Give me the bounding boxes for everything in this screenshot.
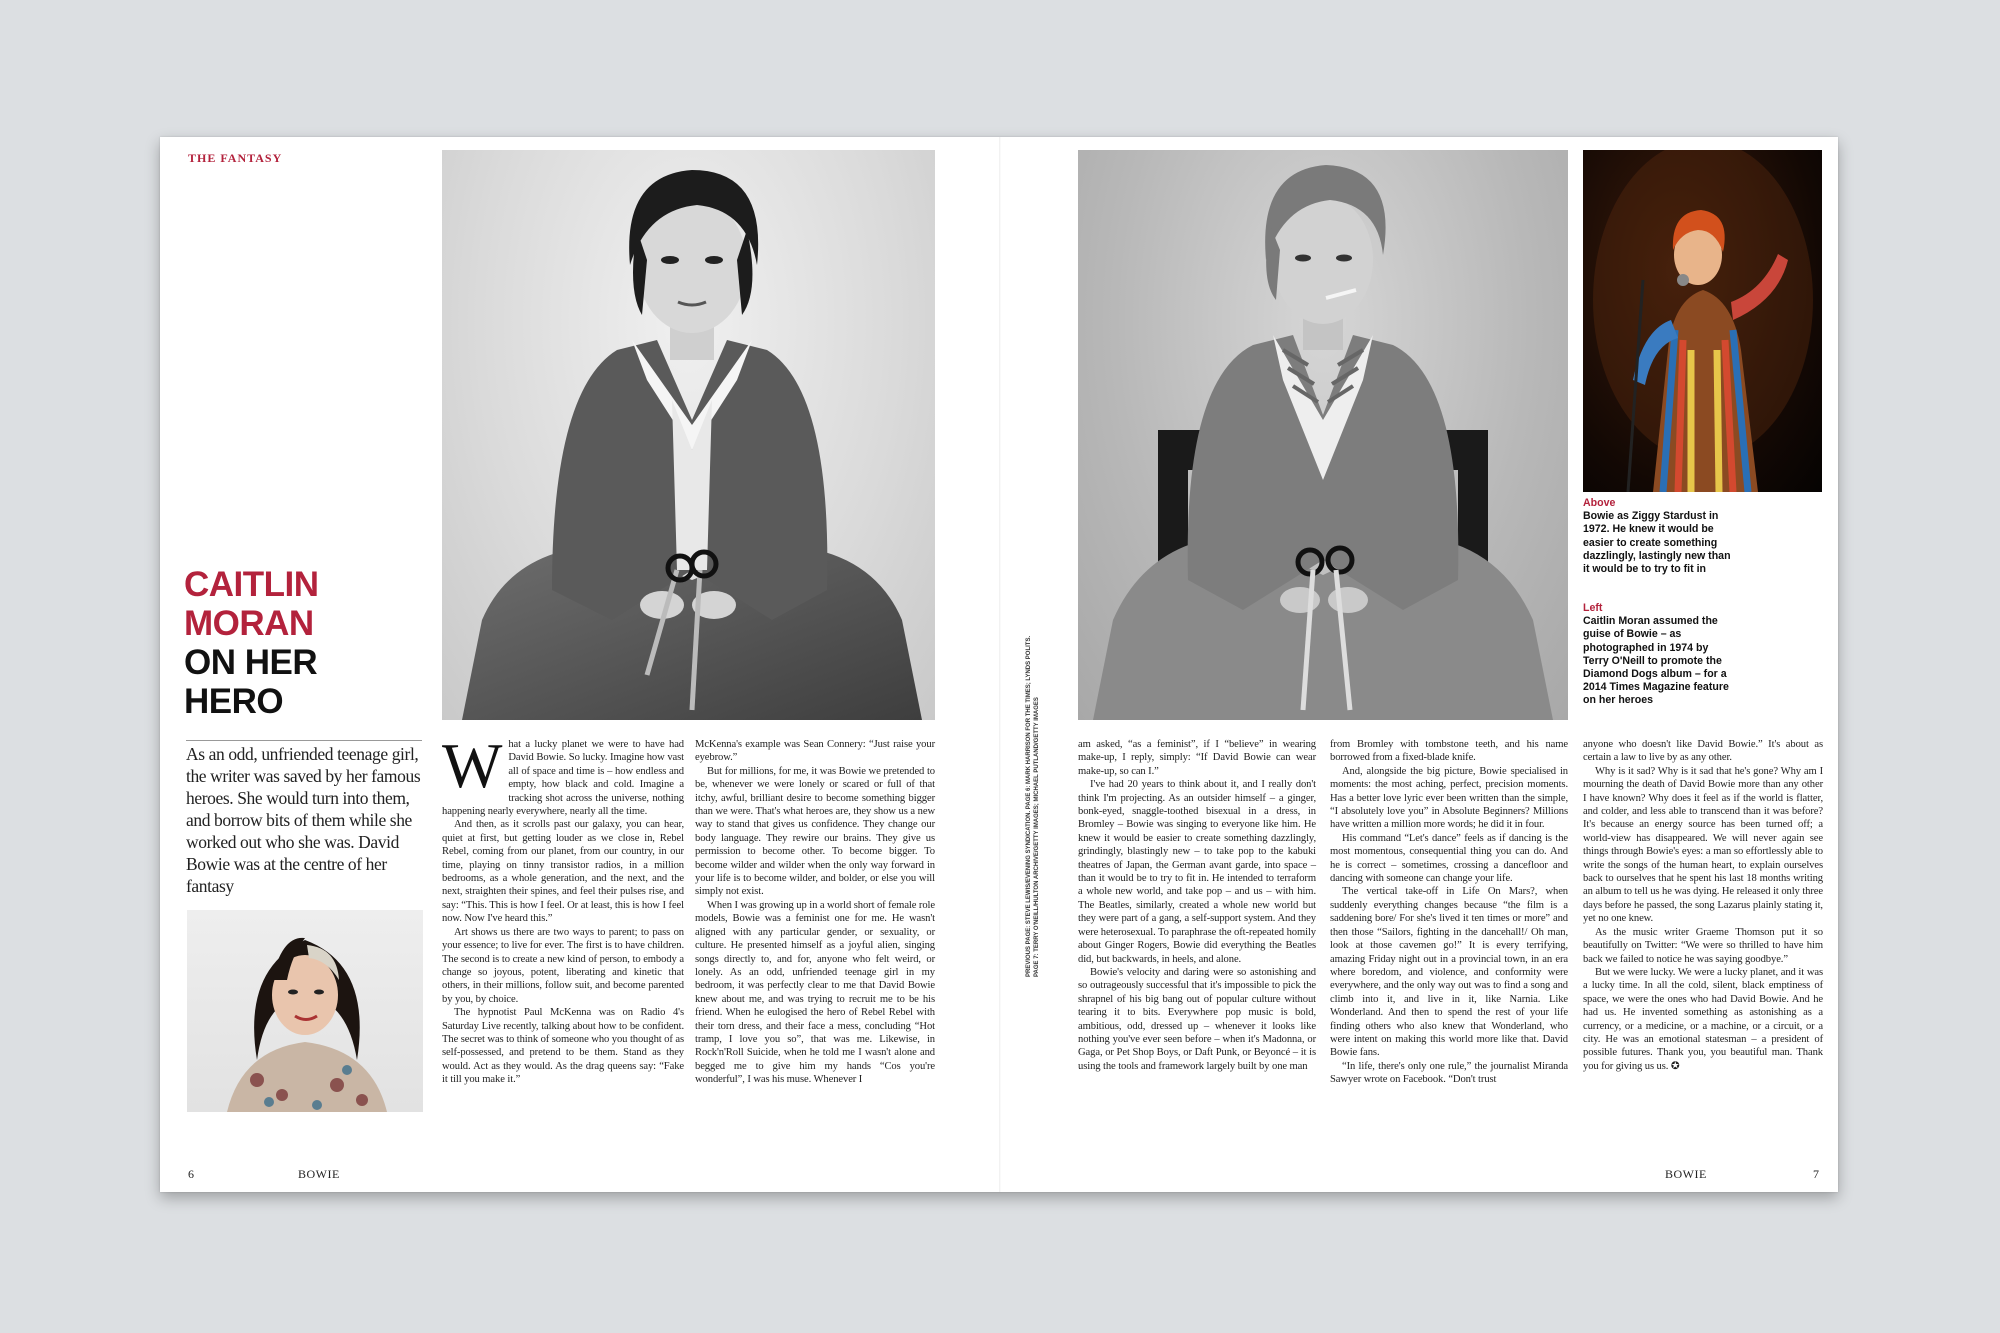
david-bowie-figure (1078, 150, 1568, 720)
paragraph: But for millions, for me, it was Bowie we pretended to be, whenever we were lonely or scared or full of that itchy, awful, brilliant desire to become something bigger than we were. That's what heroes are, they show us a new way to stand that gives us confidence. They change our body language. They rewire our brains. They give us permission to become other. To become bigger. To become wilder and wilder when the only way forward in your life is to become wilder, and bolder, or else you will simply not exist. (695, 765, 935, 898)
headline-line-4: HERO (184, 682, 284, 721)
caitlin-portrait-photo (187, 910, 423, 1112)
paragraph: from Bromley with tombstone teeth, and his name borrowed from a fixed-blade knife. (1330, 739, 1568, 764)
paragraph: And then, as it scrolls past our galaxy, you can hear, quiet at first, but getting louder as we close in, Rebel Rebel, coming from our planet, from our country, in our time, playing on tinny transistor radios, in a million bedrooms, as a whole generation, and the next, and the next, straighten their spines, and feel their pulses rise, and say: “This. This is how I feel. Or at least, this is how I feel now. Now I've heard this.” (442, 819, 684, 925)
caption-above-label: Above (1583, 497, 1616, 509)
ziggy-stardust-figure (1583, 150, 1822, 492)
standfirst-rule (186, 740, 422, 741)
caption-above (1583, 497, 1731, 576)
right-page-number: 7 (1813, 1167, 1819, 1181)
body-column-1 (442, 730, 684, 1087)
paragraph: Bowie's velocity and daring were so astonishing and so outrageously successful that it's impossible to pick the shrapnel of his big bang out of popular culture without tearing it to bits. Everywhere pop music is bold, ambitious, odd, dressed up – whenever it looks like nothing you've ever seen before – when it's Madonna, or Gaga, or Pet Shop Boys, or Daft Punk, or Beyoncé – it is using the tools and framework largely built by one man (1078, 966, 1316, 1072)
body-column-4 (1330, 738, 1568, 1087)
photo-credit-line-1: PREVIOUS PAGE: STEVE LEWIS/EVENING SYNDICATION. PAGE 6: MARK HARRISON FOR THE TIMES; LYNDS POLITS. (1026, 635, 1032, 977)
section-label: THE FANTASY (188, 151, 283, 165)
ziggy-stardust-photo (1583, 150, 1822, 492)
left-page-number: 6 (188, 1167, 194, 1181)
caitlin-moran-photo (442, 150, 935, 720)
caitlin-moran-figure (442, 150, 935, 720)
headline (184, 565, 384, 721)
paragraph: And, alongside the big picture, Bowie specialised in moments: the most aching, perfect, precision moments. Has a better love lyric ever been written than the simple, “I absolutely love you” in Absolute Beginners? Millions have written a million more words; he did it in four. (1330, 765, 1568, 831)
headline-line-2: MORAN (184, 604, 314, 643)
body-column-5 (1583, 738, 1823, 1073)
right-running-head: BOWIE (1665, 1167, 1707, 1181)
paragraph: “In life, there's only one rule,” the journalist Miranda Sawyer wrote on Facebook. “Don't trust (1330, 1060, 1568, 1086)
paragraph: The vertical take-off in Life On Mars?, when suddenly everything changes because “the film is a saddening bore/ For she's lived it ten times or more” and then those “Sailors, fighting in the dancehall!/ Oh man, look at those cavemen go!” It is every terrifying, amazing Friday night out in a provincial town, in an era where boredom, and violence, and conformity were everywhere, and the only way out was to find a song and climb into it, and live in it, like Narnia. Like Wonderland. And then to spend the rest of your life finding others who also knew that Wonderland, who were intent on making this world more like that. David Bowie fans. (1330, 886, 1568, 1059)
paragraph: Why is it sad? Why is it sad that he's gone? Why am I mourning the death of David Bowie more than any other I have known? Why does it feel as if the world is flatter, and colder, and less able to transcend than it was before? It's because an energy source has been turned off; a world-view has disappeared. We will never again see things through Bowie's eyes: a man so effortlessly able to write the songs of the human heart, to explain ourselves back to ourselves that he spent his last 18 months writing an album to tell us he was dying. He released it only three days before he passed, the song Lazarus plainly stating it, yet no one knew. (1583, 765, 1823, 925)
body-column-3 (1078, 738, 1316, 1073)
paragraph: Art shows us there are two ways to parent; to pass on your essence; to live for ever. The first is to have children. The second is to create a new kind of person, to embody a change so joyous, potent, liberating and kinetic that others, in their millions, follow suit, and become parented by you, by choice. (442, 926, 684, 1005)
left-running-head: BOWIE (298, 1167, 340, 1181)
paragraph: The hypnotist Paul McKenna was on Radio 4's Saturday Live recently, talking about how to be confident. The secret was to think of someone who you thought of as self-possessed, and pretend to be them. Stand as they would. Act as they would. As the drag queens say: “Fake it till you make it.” (442, 1007, 684, 1086)
magazine-spread (160, 137, 1838, 1192)
paragraph: am asked, “as a feminist”, if I “believe” in wearing make-up, I reply, simply: “If David Bowie can wear make-up, so can I.” (1078, 739, 1316, 777)
david-bowie-photo (1078, 150, 1568, 720)
photo-credit-line-2: PAGE 7: TERRY O'NEILL/HULTON ARCHIVE/GETTY IMAGES; MICHAEL PUTLAND/GETTY IMAGES (1034, 697, 1040, 977)
caitlin-portrait-figure (187, 910, 423, 1112)
paragraph: I've had 20 years to think about it, and I really don't think I'm projecting. As an outsider himself – a ginger, bonk-eyed, snaggle-toothed bisexual in a dress, in Bromley – Bowie was singing to everyone like him. He knew it would be easier to create something dazzlingly, grindingly, blastingly new – to take pop to the kabuki theatres of Japan, the German avant garde, into space – than it would be to try to fit in. He intended to terraform a whole new world, and take pop – and us – with him. The Beatles, similarly, created a whole new world but they were part of a gang, a self-support system. And they were heterosexual. To paraphrase the oft-repeated homily about Ginger Rogers, Bowie did everything the Beatles did, but backwards, in heels, and alone. (1078, 779, 1316, 965)
drop-cap: W (442, 730, 503, 801)
photo-credit (1025, 636, 1041, 977)
caption-left-label: Left (1583, 602, 1603, 614)
gutter-shadow (999, 137, 1001, 1192)
caption-above-text: Bowie as Ziggy Stardust in 1972. He knew it would be easier to create something dazzlingly, lastingly new than it would be to try to fit in (1583, 510, 1731, 576)
standfirst: As an odd, unfriended teenage girl, the writer was saved by her famous heroes. She would turn into them, and borrow bits of them while she worked out who she was. David Bowie was at the centre of her fantasy (186, 744, 421, 896)
paragraph: His command “Let's dance” feels as if dancing is the most momentous, consequential thing you can do. And he is correct – sometimes, crossing a dancefloor and dancing with someone can change your life. (1330, 832, 1568, 885)
paragraph: anyone who doesn't like David Bowie.” It's about as certain a law to live by as any other. (1583, 739, 1823, 764)
body-column-2 (695, 738, 935, 1087)
caption-left-text: Caitlin Moran assumed the guise of Bowie – as photographed in 1974 by Terry O'Neill to promote the Diamond Dogs album – for a 2014 Times Magazine feature on her heroes (1583, 615, 1729, 707)
paragraph: When I was growing up in a world short of female role models, Bowie was a feminist one for me. He wasn't aligned with any particular gender, or sexuality, or culture. He presented himself as a joyful alien, singing songs directly to, and for, anyone who felt weird, or lonely. As an odd, unfriended teenage girl in my bedroom, it was perfectly clear to me that David Bowie knew about me, and was trying to recruit me to be his friend. When he eulogised the hero of Rebel Rebel with their torn dress, and their face a mess, concluding “Hot tramp, I love you so”, that was me. Likewise, in Rock'n'Roll Suicide, when he told me I wasn't alone and begged me to give him my hands “Cos you're wonderful”, I was his muse. Whenever I (695, 899, 935, 1086)
headline-line-3: ON HER (184, 643, 318, 682)
headline-line-1: CAITLIN (184, 565, 319, 604)
paragraph: What a lucky planet we were to have had David Bowie. So lucky. Imagine how vast all of space and time is – how endless and empty, how black and cold. Imagine a tracking shot across the universe, nothing happening nearly everywhere, nearly all the time. (442, 730, 684, 818)
paragraph: But we were lucky. We were a lucky planet, and it was a lucky time. In all the cold, silent, black emptiness of space, we were the ones who had David Bowie. And he had us. He invented something as astonishing as a currency, or a medicine, or a machine, or a circuit, or a city. He was an emotional statesman – a president of possible futures. Thank you, you beautiful man. Thank you for giving us us. ✪ (1583, 966, 1823, 1072)
paragraph: McKenna's example was Sean Connery: “Just raise your eyebrow.” (695, 739, 935, 764)
paragraph: As the music writer Graeme Thomson put it so beautifully on Twitter: “We were so thrilled to have him back we failed to notice he was saying goodbye.” (1583, 926, 1823, 965)
caption-left (1583, 602, 1731, 708)
